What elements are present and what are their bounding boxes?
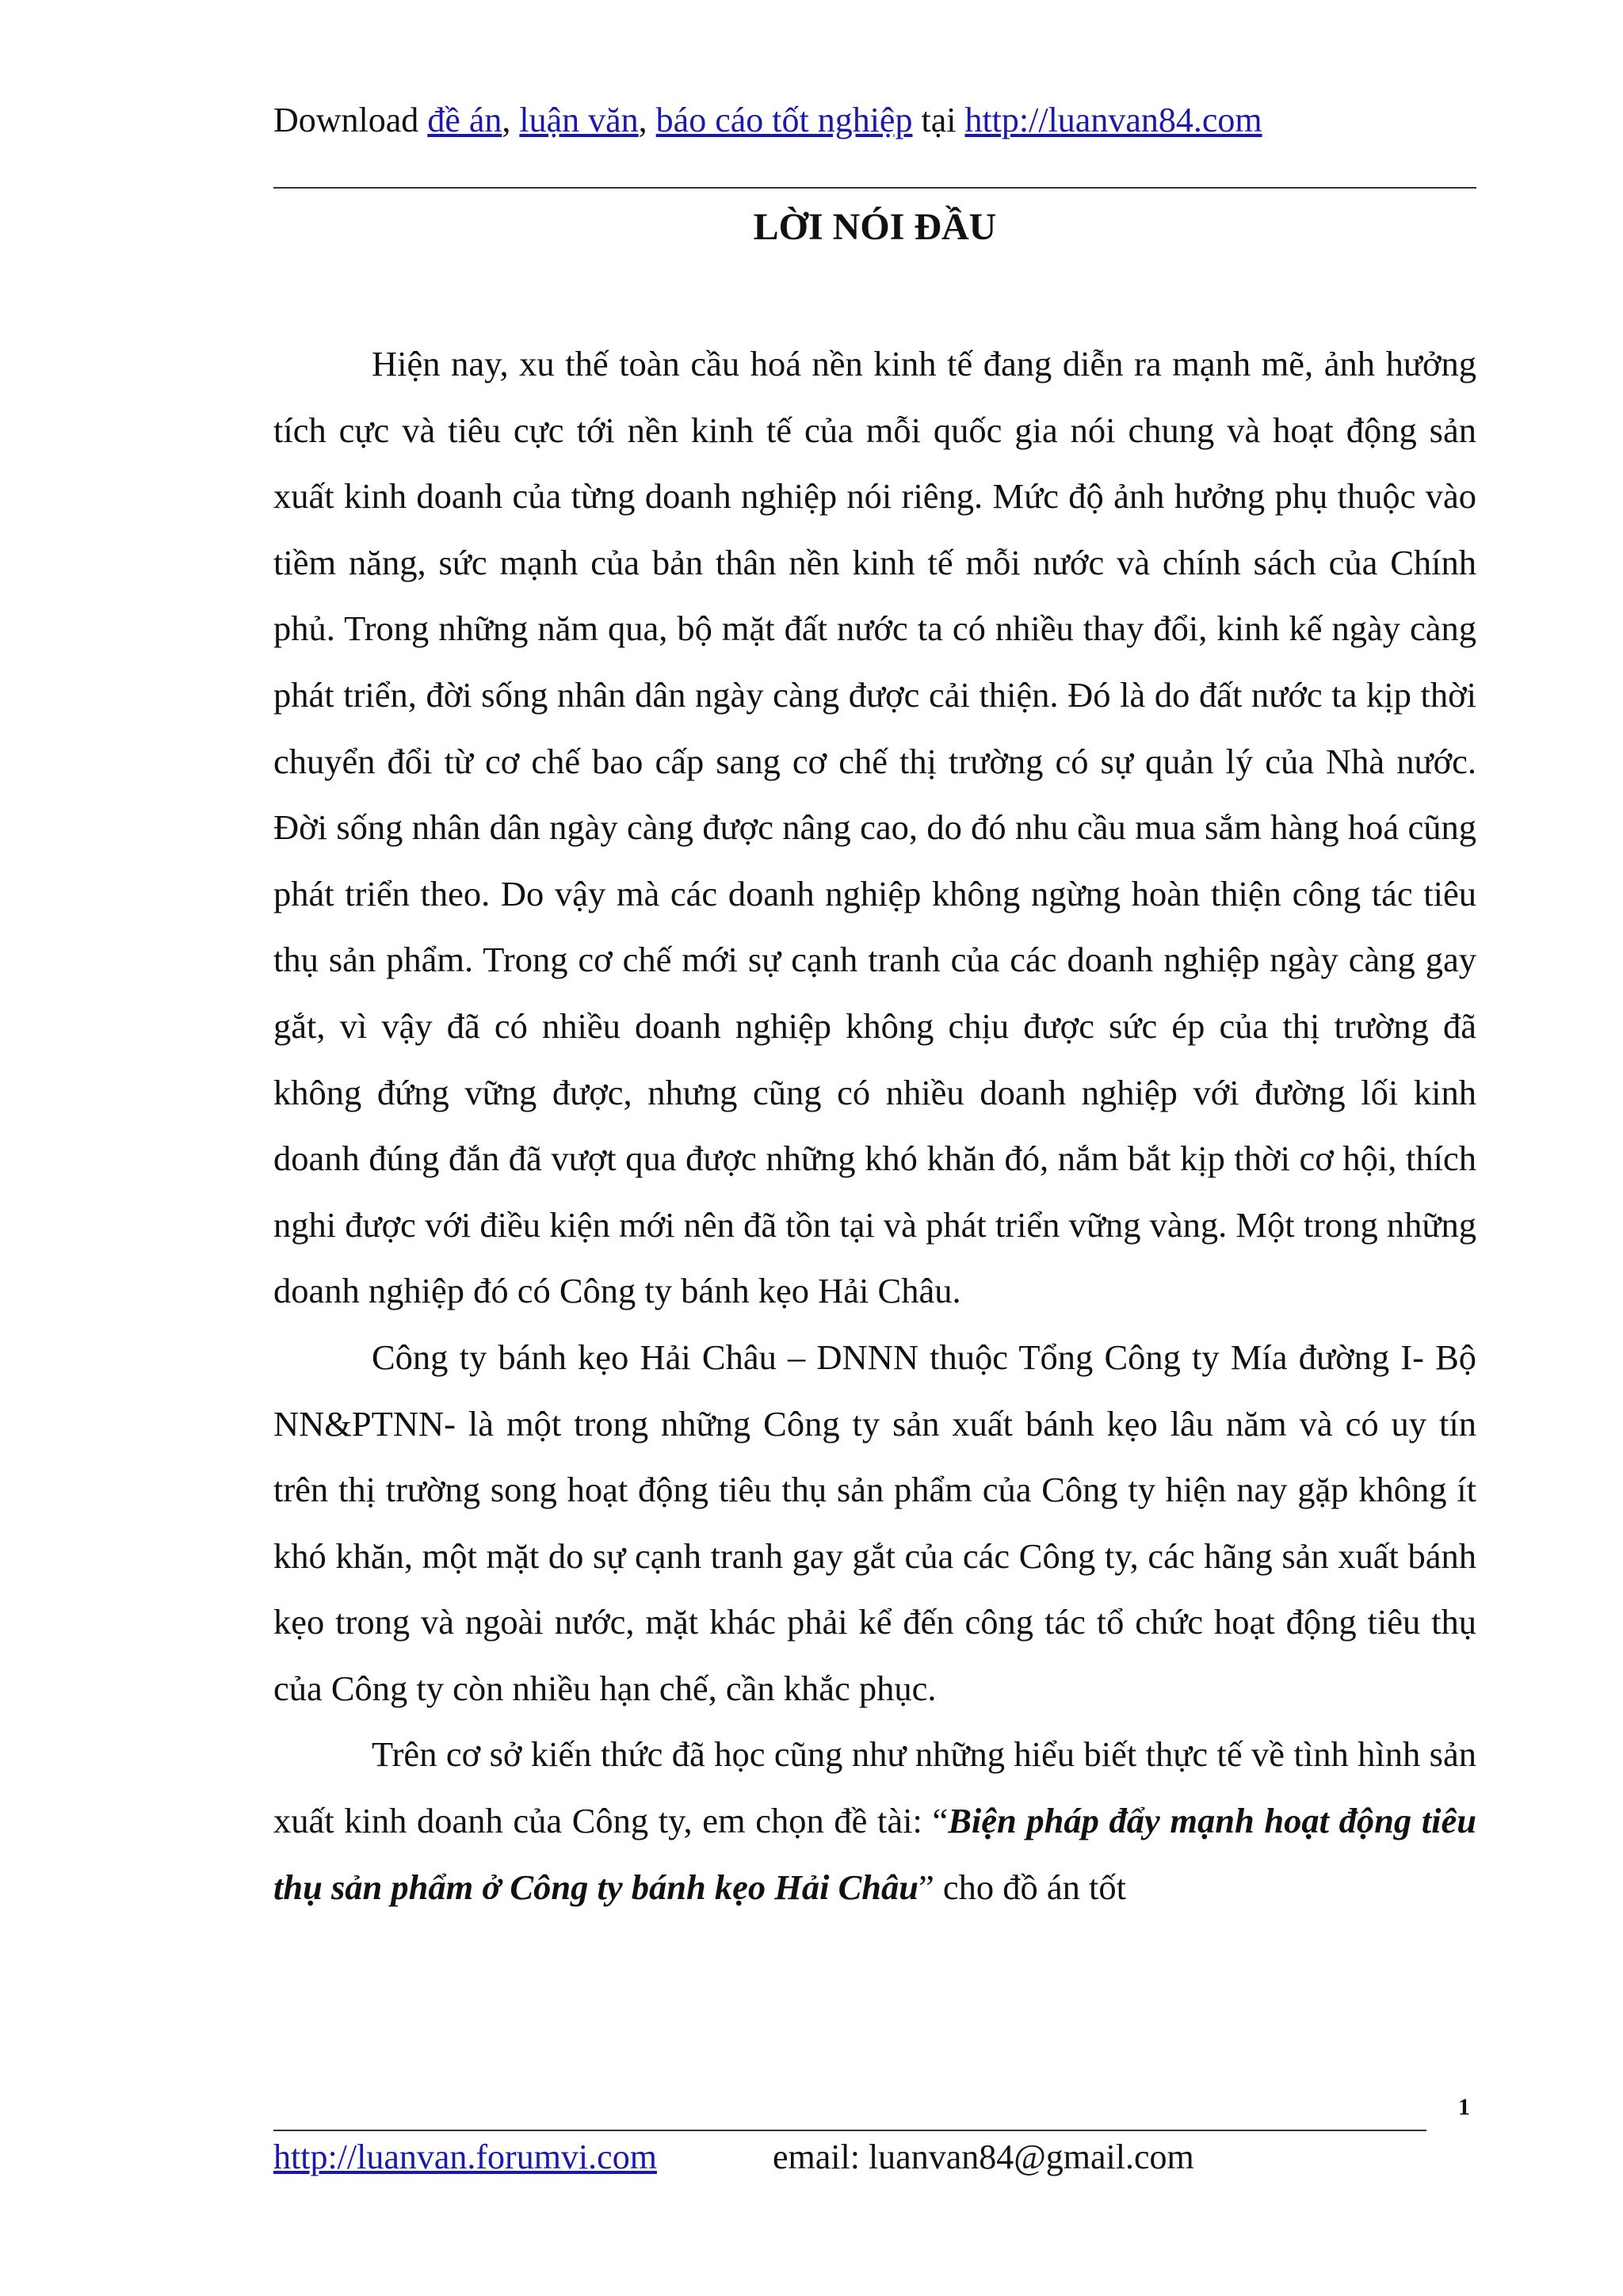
page-header <box>273 97 1478 144</box>
link-luan-van[interactable]: luận văn <box>519 101 639 139</box>
page-title: LỜI NÓI ĐẦU <box>753 206 997 248</box>
footer-rule <box>273 2130 1426 2131</box>
paragraph-3 <box>273 1722 1476 1920</box>
paragraph-2: Công ty bánh kẹo Hải Châu – DNNN thuộc Tổng Công ty Mía đường I- Bộ NN&PTNN- là một trong những Công ty sản xuất bánh kẹo lâu năm và có uy tín trên thị trường song hoạt động tiêu thụ sản phẩm của Công ty hiện nay gặp không ít khó khăn, một mặt do sự cạnh tranh gay gắt của các Công ty, các hãng sản xuất bánh kẹo trong và ngoài nước, mặt khác phải kể đến công tác tổ chức hoạt động tiêu thụ của Công ty còn nhiều hạn chế, cần khắc phục. <box>273 1337 1476 1708</box>
header-separator: , <box>502 101 520 139</box>
paragraph-1: Hiện nay, xu thế toàn cầu hoá nền kinh tế đang diễn ra mạnh mẽ, ảnh hưởng tích cực và tiêu cực tới nền kinh tế của mỗi quốc gia nói chung và hoạt động sản xuất kinh doanh của từng doanh nghiệp nói riêng. Mức độ ảnh hưởng phụ thuộc vào tiềm năng, sức mạnh của bản thân nền kinh tế mỗi nước và chính sách của Chính phủ. Trong những năm qua, bộ mặt đất nước ta có nhiều thay đổi, kinh kế ngày càng phát triển, đời sống nhân dân ngày càng được cải thiện. Đó là do đất nước ta kịp thời chuyển đổi từ cơ chế bao cấp sang cơ chế thị trường có sự quản lý của Nhà nước. Đời sống nhân dân ngày càng được nâng cao, do đó nhu cầu mua sắm hàng hoá cũng phát triển theo. Do vậy mà các doanh nghiệp không ngừng hoàn thiện công tác tiêu thụ sản phẩm. Trong cơ chế mới sự cạnh tranh của các doanh nghiệp ngày càng gay gắt, vì vậy đã có nhiều doanh nghiệp không chịu được sức ép của thị trường đã không đứng vững được, nhưng cũng có nhiều doanh nghiệp với đường lối kinh doanh đúng đắn đã vượt qua được những khó khăn đó, nắm bắt kịp thời cơ hội, thích nghi được với điều kiện mới nên đã tồn tại và phát triển vững vàng. Một trong những doanh nghiệp đó có Công ty bánh kẹo Hải Châu. <box>273 344 1476 1311</box>
header-rule <box>273 187 1476 189</box>
link-site[interactable]: http://luanvan84.com <box>964 101 1262 139</box>
page-footer <box>273 2134 1462 2181</box>
header-separator: , <box>638 101 656 139</box>
paragraph-3-start: Trên cơ sở kiến thức đã học cũng như những hiểu biết thực tế về tình hình sản xuất kinh doanh của Công ty, em chọn đề tài: “ <box>273 1734 1476 1841</box>
link-bao-cao-tot-nghiep[interactable]: báo cáo tốt nghiệp <box>655 101 913 139</box>
link-forum[interactable]: http://luanvan.forumvi.com <box>273 2138 657 2176</box>
link-de-an[interactable]: đề án <box>427 101 502 139</box>
header-mid: tại <box>912 101 965 139</box>
footer-email: email: luanvan84@gmail.com <box>773 2138 1194 2176</box>
page-number: 1 <box>1458 2094 1470 2120</box>
header-prefix: Download <box>273 101 428 139</box>
thesis-topic: Biện pháp đẩy mạnh hoạt động tiêu thụ sản phẩm ở Công ty bánh kẹo Hải Châu <box>273 1801 1476 1907</box>
paragraph-3-end: ” cho đồ án tốt <box>918 1867 1126 1907</box>
body-text <box>273 331 1476 1920</box>
